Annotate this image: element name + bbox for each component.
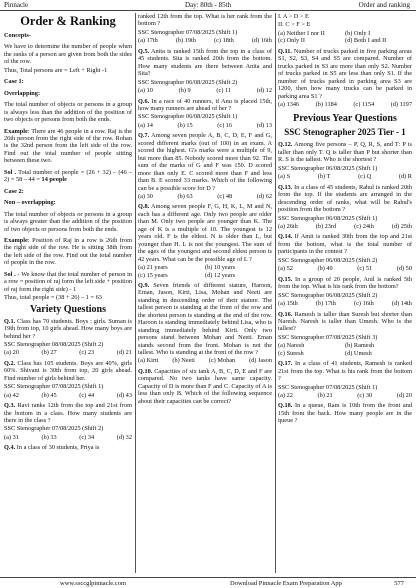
option: (a) Kirti bbox=[138, 357, 159, 365]
question-options bbox=[278, 37, 412, 44]
option: (d) 62 bbox=[256, 192, 272, 200]
question-list-4 bbox=[278, 141, 412, 428]
question-block bbox=[138, 203, 272, 282]
question-block bbox=[4, 318, 132, 360]
question-body: In a class of 41 students, Ramesh is ranked 21st from the top. What is his rank from the bottom ? bbox=[278, 360, 412, 383]
question-options bbox=[138, 357, 272, 364]
question-list-2 bbox=[138, 48, 272, 409]
option: (b) 63 bbox=[177, 192, 193, 200]
case2-label: Case 2: bbox=[4, 187, 24, 195]
question-source: SSC Stenographer 06/08/2025 (Shift 2) bbox=[278, 291, 378, 299]
question-body: Ravi ranks 12th from the top and 21st from the bottom in a class. How many students are there in the class ? bbox=[4, 402, 132, 425]
question-text bbox=[4, 360, 132, 382]
question-text bbox=[278, 276, 412, 291]
question-source: SSC Stenographer 06/08/2025 (Shift 1) bbox=[278, 164, 378, 172]
question-options bbox=[278, 265, 412, 272]
option: (d) 43 bbox=[116, 391, 132, 399]
option: (d) 25th bbox=[391, 222, 412, 230]
option: (b) 23rd bbox=[315, 222, 337, 230]
option: (d) 1197 bbox=[390, 100, 412, 108]
question-text bbox=[278, 141, 412, 163]
example-1 bbox=[4, 128, 132, 165]
spacer bbox=[278, 426, 412, 429]
option: (b) 21 bbox=[317, 392, 333, 400]
question-block bbox=[278, 402, 412, 428]
question-number: Q.11. bbox=[278, 47, 292, 55]
question-number: Q.2. bbox=[4, 359, 16, 367]
question-text bbox=[278, 311, 412, 333]
non-overlapping-label: Non – overlapping: bbox=[4, 199, 56, 207]
option: (c) 51 bbox=[357, 265, 373, 273]
option: (c) Suresh bbox=[278, 349, 304, 357]
question-text bbox=[278, 360, 412, 382]
question-block bbox=[278, 276, 412, 311]
question-source: SSC Stenographer 06/08/2025 (Shift 1) bbox=[278, 214, 378, 222]
option: (a) 26th bbox=[278, 222, 298, 230]
question-number: Q.16. bbox=[278, 310, 293, 318]
question-source: SSC Stenographer 07/08/2025 (Shift 3) bbox=[278, 333, 378, 341]
question-body: Seven friends of different stature, Haroon, Eman, Jason, Kirti, Lisa, Mohan and Neeti are standing in descending order of their stature. The tallest person is standing at the front of the row and the shortest person is standing at the end of the row. Haroon is standing immediately behind Lisa, who is standing immediately behind Kirti. Only two persons stand between Mohan and Neeti. Eman stands second from the front. Mohan is not the tallest. Who is standing at the front of the row ? bbox=[138, 281, 272, 357]
option: (d) Umesh bbox=[345, 349, 372, 357]
question-number: Q.7. bbox=[138, 132, 150, 140]
question-options bbox=[278, 223, 412, 230]
option: (c) Only II bbox=[278, 37, 305, 45]
option: (b) 1184 bbox=[315, 100, 337, 108]
question-body: In a race of 40 runners, if Anu is placed 15th, how many runners are ahead of her ? bbox=[138, 97, 272, 112]
question-block bbox=[138, 368, 272, 409]
option: (c) 1154 bbox=[353, 100, 375, 108]
option: (a) 31 bbox=[4, 433, 19, 441]
column-3 bbox=[278, 13, 412, 573]
option: (a) S bbox=[278, 173, 291, 181]
statement: II. C > F > E bbox=[278, 21, 311, 29]
option: (b) 49 bbox=[317, 265, 333, 273]
question-options bbox=[278, 30, 412, 37]
option: (c) 11 bbox=[216, 87, 232, 95]
question-options bbox=[4, 392, 132, 399]
question-options bbox=[138, 87, 272, 94]
sol-label: Sol . bbox=[4, 168, 17, 176]
variety-question-list bbox=[4, 318, 132, 456]
option: (c) 16th bbox=[354, 300, 374, 308]
question-body: Ramesh is taller than Suresh but shorter than Naresh. Naresh is taller than Umesh. Who is the tallest? bbox=[278, 310, 412, 333]
question-source: SSC Stenographer 06/08/2025 (Shift 2) bbox=[138, 78, 238, 86]
question-block bbox=[4, 444, 132, 455]
option: (b) Only I bbox=[345, 29, 371, 37]
question-block bbox=[278, 233, 412, 275]
question-block bbox=[278, 360, 412, 402]
question-body: Number of trucks parked in five parking areas S1, S2, S3, S4 and S5 are compared. Number of trucks parked in S3 are more than only S2. Number of trucks parked in S5 are less than only S1. If the number of trucks parked in parking area S3 are 1200, then how many trucks can be parked in parking area S1 ? bbox=[278, 47, 412, 100]
question-body: Among seven people F, G, H, K, L, M and N, each has a different age. Only two people are older than M. Only two people are younger than K. The age of K is a multiple of 10. The youngest is 12 years old. F is the eldest. N is older than L, but younger than H. L is not the youngest. The sum of the ages of the youngest and second eldest person is 42 years. What can be the possible age of L ? bbox=[138, 203, 272, 263]
option: (b) Ramesh bbox=[345, 342, 375, 350]
non-overlap-text: The total number of objects or persons in a group is always greater than the addition of the position of two objects or persons from both the ends. bbox=[4, 210, 132, 233]
example-text: : There are 46 people in a row. Raj is the 26th person from the right side of the row. Rohan is the 32nd person from the left side of the row. Find out the total number of people sitting between these two. bbox=[4, 127, 132, 165]
option: (a) Neither I nor II bbox=[278, 29, 325, 37]
header-day: Day: 80th - 85th bbox=[184, 1, 232, 9]
question-number: Q.8. bbox=[138, 203, 150, 211]
option: (b) Neeti bbox=[172, 357, 195, 365]
option: (c) 23 bbox=[79, 349, 95, 357]
question-options bbox=[278, 392, 412, 399]
question-options bbox=[4, 434, 132, 441]
question-source: SSC Stenographer 06/08/2025 (Shift 1) bbox=[138, 113, 238, 121]
question-text bbox=[278, 48, 412, 100]
question-block bbox=[4, 402, 132, 444]
option: (a) 21 years bbox=[138, 264, 168, 272]
question-number: Q.13. bbox=[278, 183, 293, 191]
solution-1 bbox=[4, 169, 132, 184]
option: (b) 33 bbox=[41, 433, 57, 441]
column-2 bbox=[138, 13, 272, 573]
example2-label: Example bbox=[4, 236, 28, 244]
question-text bbox=[138, 132, 272, 192]
question-number: Q.5. bbox=[138, 47, 150, 55]
question-source: SSC Stenographer 08/08/2025 (Shift 2) bbox=[4, 340, 104, 348]
page-number: 577 bbox=[394, 580, 404, 587]
question-block bbox=[278, 184, 412, 234]
option: (a) 17th bbox=[138, 37, 158, 45]
case1-label: Case 1: bbox=[4, 78, 24, 86]
option: (c) 44 bbox=[79, 391, 95, 399]
option: (c) 34 bbox=[79, 433, 95, 441]
concepts-label: Concepts- bbox=[4, 32, 31, 39]
question-number: Q.3. bbox=[4, 402, 16, 410]
option: (b) 45 bbox=[41, 391, 57, 399]
page-header bbox=[0, 0, 416, 11]
q10-options bbox=[278, 13, 412, 45]
question-options bbox=[138, 122, 272, 129]
question-number: Q.1. bbox=[4, 317, 16, 325]
option: (b) T bbox=[317, 173, 331, 181]
q4-options bbox=[138, 37, 272, 44]
question-block bbox=[4, 360, 132, 402]
question-number: Q.12. bbox=[278, 141, 293, 149]
question-text bbox=[278, 184, 412, 214]
header-brand: Pinnacle bbox=[4, 1, 29, 9]
option: (a) Naresh bbox=[278, 342, 305, 350]
question-source: SSC Stenographer 07/08/2025 (Shift 1) bbox=[4, 383, 104, 391]
question-list-3 bbox=[278, 48, 412, 112]
option: (c) Mohan bbox=[208, 357, 236, 365]
question-number: Q.6. bbox=[138, 97, 150, 105]
question-options bbox=[278, 173, 412, 180]
example-label: Example bbox=[4, 127, 28, 135]
option: (b) 19th bbox=[175, 37, 196, 45]
question-body: In a class of 45 students, Rahul is ranked 20th from the top. If the students are arranged in the descending order of ranks, what will be Rahul's position from the bottom ? bbox=[278, 183, 412, 214]
question-text bbox=[138, 98, 272, 113]
question-body: Among seven people A, B, C, D, E, F and G, scored different marks (out of 100) in an exam. A scored the highest. G's marks were a multiple of 9, but more than 85. Nobody scored more than 92. The sum of the marks of G and F was 150. D scored more than only E. C scored more than F and less than B. E scored 33 marks. Which of the following can be a possible score for D ? bbox=[138, 132, 272, 192]
question-number: Q.4. bbox=[4, 444, 16, 452]
option: (a) 52 bbox=[278, 265, 293, 273]
sol-answer: 14 people bbox=[41, 176, 67, 184]
option: (c) 18th bbox=[214, 37, 234, 45]
option: (d) 12 years bbox=[205, 271, 236, 279]
example-2 bbox=[4, 237, 132, 267]
question-block bbox=[278, 141, 412, 183]
option: (c) Q bbox=[358, 173, 372, 181]
question-number: Q.15. bbox=[278, 275, 293, 283]
header-topic: Order and ranking bbox=[358, 1, 410, 9]
question-body: Among five persons – P, Q, R, S, and T: P is taller than only T. Q is taller than P but shorter than R. S is the tallest. Who is the shortest ? bbox=[278, 141, 412, 164]
option: (d) 16th bbox=[251, 37, 272, 45]
question-source: SSC Stenographer 07/08/2025 (Shift 2) bbox=[4, 425, 104, 433]
example2-text: : Position of Raj in a row is 26th from the right side of the row. He is sitting 38th from the left side of the row. Find out the total number of people in the row. bbox=[4, 236, 132, 267]
question-number: Q.17. bbox=[278, 360, 293, 368]
q4-source: SSC Stenographer 07/08/2025 (Shift 1) bbox=[138, 28, 238, 36]
intro-formula: Thus, Total persons are = Left + Right -1 bbox=[4, 66, 108, 74]
option: (c) 16 bbox=[217, 121, 233, 129]
q4-continued: ranked 12th from the top. What is her rank from the bottom ? bbox=[138, 13, 272, 28]
question-text bbox=[278, 233, 412, 255]
pyq-title: Previous Year Questions bbox=[293, 113, 397, 125]
question-source: SSC Stenographer 07/08/2025 (Shift 1) bbox=[278, 383, 378, 391]
spacer bbox=[278, 108, 412, 111]
question-block bbox=[138, 282, 272, 368]
option: (d) Jason bbox=[249, 357, 272, 365]
option: (c) 15 years bbox=[138, 271, 168, 279]
variety-title: Variety Questions bbox=[29, 303, 107, 315]
question-block bbox=[138, 132, 272, 203]
option: (d) 32 bbox=[116, 433, 132, 441]
option: (c) 30 bbox=[357, 392, 373, 400]
option: (b) 27 bbox=[41, 349, 57, 357]
page-title: Order & Ranking bbox=[20, 14, 116, 28]
option: (c) 24th bbox=[354, 222, 374, 230]
option: (a) 15th bbox=[278, 300, 298, 308]
option: (d) R bbox=[398, 173, 412, 181]
option: (b) 17th bbox=[315, 300, 336, 308]
question-block bbox=[138, 98, 272, 133]
question-options bbox=[138, 264, 272, 271]
question-number: Q.18. bbox=[278, 402, 293, 410]
sol2-label: Sol . bbox=[4, 270, 16, 278]
question-body: Class has 70 students. Boys : girls. Suman is 19th from top, 10 girls ahead. How many boys are behind her ? bbox=[4, 317, 132, 340]
intro-text: We have to determine the number of people when the ranks of a person are given from both the sides of the row. bbox=[4, 43, 132, 66]
option: (d) 50 bbox=[396, 265, 412, 273]
question-text bbox=[138, 48, 272, 78]
option: (a) 14 bbox=[138, 121, 153, 129]
question-body: If Amit is ranked 30th from the top and 21st from the bottom, what is the total number of participants in the contest ? bbox=[278, 233, 412, 256]
question-options bbox=[4, 349, 132, 356]
option: (b) 9 bbox=[178, 87, 191, 95]
question-options bbox=[278, 101, 412, 108]
question-body: Anita is ranked 15th from the top in a class of 45 students. Sita is ranked 20th from the bottom. How many students are there between Anita and Sita? bbox=[138, 47, 272, 78]
option: (d) 21 bbox=[116, 349, 132, 357]
overlapping-label: Overlapping: bbox=[4, 89, 41, 97]
option: (d) 14th bbox=[391, 300, 412, 308]
question-options bbox=[138, 193, 272, 200]
question-body: Class has 105 students. Boys are 40%, girls 60%. Shivani is 30th from top, 20 girls ahead. Find number of girls behind her. bbox=[4, 359, 132, 382]
question-number: Q.9. bbox=[138, 281, 150, 289]
question-number: Q.10. bbox=[138, 367, 153, 375]
question-text bbox=[138, 203, 272, 263]
question-body: In a class of 30 students, Priya is bbox=[15, 444, 100, 452]
footer-app-promo: Download Pinnacle Exam Preparation App bbox=[230, 580, 342, 587]
question-block bbox=[278, 48, 412, 112]
column-1 bbox=[4, 13, 132, 573]
question-text bbox=[4, 402, 132, 424]
option: (a) 20 bbox=[4, 349, 19, 357]
option: (a) 22 bbox=[278, 392, 293, 400]
question-text bbox=[4, 444, 132, 451]
question-text bbox=[138, 282, 272, 357]
sol2-text: - We know that the total number of person in a row = position of raj form the left side + position of raj form the right side) - 1 bbox=[4, 270, 132, 293]
option: (c) 48 bbox=[217, 192, 233, 200]
sol2-result: Thus, total people = (38 + 26) – 1 = 63 bbox=[4, 294, 102, 302]
overlap-text: The total number of objects or persons in a group is always less than the addition of the position of two objects or persons from both the ends. bbox=[4, 101, 132, 124]
question-block bbox=[278, 311, 412, 361]
page-footer bbox=[0, 577, 416, 588]
option: (b) 10 years bbox=[205, 264, 236, 272]
question-options bbox=[138, 272, 272, 279]
question-text bbox=[138, 368, 272, 405]
solution-2 bbox=[4, 271, 132, 293]
question-body: In a queue, Ram is 10th from the front and 15th from the back. How many people are in the queue ? bbox=[278, 402, 412, 425]
spacer bbox=[4, 453, 132, 456]
question-body: Capacities of six tank A, B, C, D, E and F are compared. No two tanks have same capacity. Capacity of D is more than F and C. Capacity of A is less than only B. Which of the following sequence about their capacities can be correct? bbox=[138, 367, 272, 405]
option: (d) 20 bbox=[396, 392, 412, 400]
statement: I. A > D > E bbox=[278, 13, 309, 20]
option: (a) 30 bbox=[138, 192, 153, 200]
option: (d) 13 bbox=[256, 121, 272, 129]
question-options bbox=[278, 342, 412, 349]
question-body: In a group of 20 people, Anil is ranked 5th from the top. What is his rank from the bottom? bbox=[278, 275, 412, 291]
question-options bbox=[278, 350, 412, 357]
question-options bbox=[278, 300, 412, 307]
footer-website[interactable]: www.ssccglpinnacle.com bbox=[60, 580, 127, 587]
question-source: SSC Stenographer 06/08/2025 (Shift 2) bbox=[278, 256, 378, 264]
option: (d) Both I and II bbox=[345, 37, 387, 45]
option: (a) 10 bbox=[138, 87, 153, 95]
spacer bbox=[138, 406, 272, 409]
question-text bbox=[278, 402, 412, 424]
option: (a) 1346 bbox=[278, 100, 300, 108]
question-text bbox=[4, 318, 132, 340]
option: (a) 42 bbox=[4, 391, 19, 399]
tier-title: SSC Stenographer 2025 Tier - 1 bbox=[284, 127, 406, 138]
sol-text: Total number of people = (26 + 32) – (46 – 2) = 58 – 44 = bbox=[4, 168, 132, 184]
column-divider-1 bbox=[135, 13, 136, 573]
question-number: Q.14. bbox=[278, 233, 293, 241]
option: (b) 15 bbox=[177, 121, 193, 129]
question-block bbox=[138, 48, 272, 98]
option: (d) 12 bbox=[256, 87, 272, 95]
column-divider-2 bbox=[275, 13, 276, 573]
